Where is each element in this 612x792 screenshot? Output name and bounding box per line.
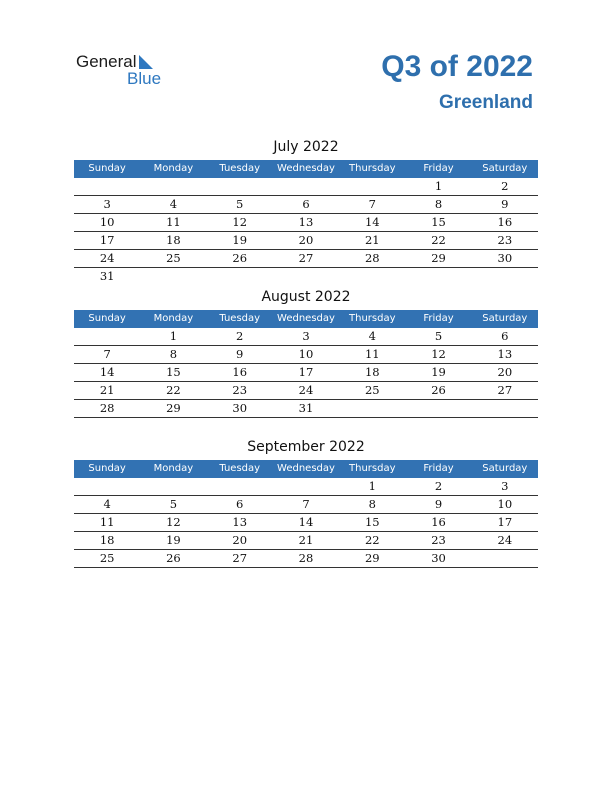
day-cell: 3 [103, 197, 111, 211]
weekday-label: Thursday [349, 313, 396, 324]
day-cell: 7 [103, 347, 111, 361]
weekday-label: Tuesday [219, 163, 261, 174]
day-cell [273, 478, 339, 495]
weekday-label: Thursday [349, 163, 396, 174]
day-cell [74, 478, 140, 495]
day-cell [74, 328, 140, 345]
week-row [74, 478, 538, 496]
day-cell: 24 [99, 251, 115, 265]
weekday-label: Monday [153, 313, 194, 324]
weekday-header-row [74, 460, 538, 478]
day-cell: 11 [166, 215, 181, 229]
day-cell: 25 [99, 551, 115, 565]
week-row [74, 178, 538, 196]
day-cell [140, 268, 206, 285]
day-cell [74, 178, 140, 195]
week-row [74, 382, 538, 400]
day-cell: 6 [501, 329, 509, 343]
weekday-label: Friday [423, 313, 454, 324]
day-cell: 30 [497, 251, 513, 265]
day-cell: 1 [368, 479, 376, 493]
day-cell: 23 [497, 233, 513, 247]
day-cell: 2 [434, 479, 443, 493]
day-cell: 13 [497, 347, 513, 361]
day-cell: 15 [166, 365, 181, 379]
week-row [74, 328, 538, 346]
week-row [74, 514, 538, 532]
day-cell: 9 [434, 497, 443, 511]
week-row [74, 400, 538, 418]
week-row [74, 364, 538, 382]
day-cell: 12 [431, 347, 446, 361]
day-cell: 29 [431, 251, 446, 265]
day-cell: 4 [103, 497, 111, 511]
day-cell: 18 [364, 365, 380, 379]
weekday-label: Wednesday [277, 163, 335, 174]
day-cell: 10 [298, 347, 314, 361]
day-cell: 3 [302, 329, 310, 343]
weekday-label: Sunday [88, 313, 126, 324]
day-cell [472, 268, 538, 285]
day-cell: 12 [166, 515, 181, 529]
day-cell: 6 [302, 197, 310, 211]
month-title: July 2022 [273, 139, 339, 155]
day-cell: 10 [99, 215, 115, 229]
day-cell: 22 [166, 383, 181, 397]
weekday-header-row [74, 160, 538, 178]
calendar-august [74, 288, 538, 418]
day-cell: 28 [364, 251, 380, 265]
week-rows [74, 478, 538, 568]
day-cell [140, 478, 206, 495]
day-cell: 21 [364, 233, 380, 247]
week-row [74, 346, 538, 364]
day-cell: 11 [364, 347, 380, 361]
day-cell: 16 [431, 515, 446, 529]
day-cell [273, 178, 339, 195]
day-cell [207, 478, 273, 495]
day-cell: 27 [298, 251, 314, 265]
day-cell: 31 [298, 401, 314, 415]
day-cell: 7 [302, 497, 310, 511]
day-cell [273, 268, 339, 285]
week-row [74, 496, 538, 514]
weekday-label: Friday [423, 463, 454, 474]
weekday-label: Saturday [482, 463, 528, 474]
day-cell: 21 [99, 383, 115, 397]
day-cell: 14 [99, 365, 115, 379]
country-name: Greenland [439, 92, 533, 113]
day-cell: 20 [497, 365, 513, 379]
day-cell: 21 [298, 533, 314, 547]
weekday-label: Wednesday [277, 463, 335, 474]
day-cell: 20 [232, 533, 248, 547]
day-cell: 16 [497, 215, 513, 229]
weekday-label: Saturday [482, 313, 528, 324]
day-cell: 27 [232, 551, 248, 565]
day-cell: 18 [166, 233, 181, 247]
day-cell: 2 [236, 329, 244, 343]
day-cell: 29 [166, 401, 181, 415]
day-cell: 27 [497, 383, 513, 397]
calendar-september [74, 438, 538, 568]
week-row [74, 532, 538, 550]
weekday-header-row [74, 310, 538, 328]
day-cell: 17 [497, 515, 513, 529]
weekday-label: Saturday [482, 163, 528, 174]
week-row [74, 550, 538, 568]
day-cell: 24 [298, 383, 314, 397]
day-cell [472, 550, 538, 567]
day-cell: 9 [236, 347, 244, 361]
day-cell [140, 178, 206, 195]
week-rows [74, 178, 538, 285]
day-cell: 2 [501, 179, 509, 193]
day-cell [339, 268, 405, 285]
day-cell: 5 [169, 497, 178, 511]
day-cell: 8 [434, 197, 443, 211]
weekday-label: Monday [153, 463, 194, 474]
weekday-label: Sunday [88, 163, 126, 174]
day-cell: 28 [99, 401, 115, 415]
page-title: Q3 of 2022 [381, 50, 533, 83]
day-cell: 30 [431, 551, 446, 565]
logo-triangle-icon [139, 55, 153, 69]
day-cell: 11 [99, 515, 115, 529]
day-cell: 7 [368, 197, 376, 211]
day-cell: 13 [232, 515, 248, 529]
day-cell: 25 [166, 251, 181, 265]
day-cell: 16 [232, 365, 248, 379]
day-cell: 19 [431, 365, 446, 379]
logo-general-text: General [76, 52, 137, 71]
day-cell: 6 [236, 497, 244, 511]
day-cell [339, 178, 405, 195]
logo-blue-text: Blue [127, 69, 162, 88]
weekday-label: Monday [153, 163, 194, 174]
day-cell: 4 [368, 329, 376, 343]
day-cell: 30 [232, 401, 248, 415]
day-cell [207, 268, 273, 285]
day-cell: 5 [434, 329, 443, 343]
weekday-label: Tuesday [219, 313, 261, 324]
day-cell: 8 [169, 347, 178, 361]
day-cell: 14 [298, 515, 314, 529]
day-cell: 10 [497, 497, 513, 511]
day-cell: 23 [232, 383, 248, 397]
day-cell: 24 [497, 533, 513, 547]
calendar-july [74, 138, 538, 285]
day-cell: 14 [364, 215, 380, 229]
day-cell: 20 [298, 233, 314, 247]
day-cell [405, 268, 471, 285]
day-cell: 17 [298, 365, 314, 379]
weekday-label: Wednesday [277, 313, 335, 324]
day-cell: 28 [298, 551, 314, 565]
week-row [74, 250, 538, 268]
day-cell: 1 [434, 179, 443, 193]
day-cell: 9 [501, 197, 509, 211]
day-cell: 29 [364, 551, 380, 565]
week-rows [74, 328, 538, 418]
day-cell: 19 [166, 533, 181, 547]
month-title: September 2022 [247, 439, 365, 455]
day-cell: 4 [169, 197, 178, 211]
day-cell [472, 400, 538, 417]
logo [76, 52, 161, 87]
day-cell: 19 [232, 233, 248, 247]
day-cell: 25 [364, 383, 380, 397]
week-row [74, 232, 538, 250]
weekday-label: Tuesday [219, 463, 261, 474]
day-cell: 23 [431, 533, 446, 547]
day-cell: 15 [431, 215, 446, 229]
day-cell: 1 [169, 329, 178, 343]
day-cell: 8 [368, 497, 376, 511]
day-cell: 26 [431, 383, 446, 397]
day-cell [405, 400, 471, 417]
month-title: August 2022 [261, 289, 351, 305]
day-cell: 12 [232, 215, 248, 229]
weekday-label: Sunday [88, 463, 126, 474]
week-row [74, 268, 538, 285]
day-cell: 26 [166, 551, 181, 565]
day-cell: 17 [99, 233, 115, 247]
day-cell: 15 [364, 515, 380, 529]
day-cell: 22 [364, 533, 380, 547]
week-row [74, 196, 538, 214]
day-cell: 22 [431, 233, 446, 247]
day-cell: 31 [99, 269, 115, 283]
day-cell [207, 178, 273, 195]
day-cell: 13 [298, 215, 314, 229]
day-cell: 3 [501, 479, 509, 493]
day-cell: 18 [99, 533, 115, 547]
weekday-label: Thursday [349, 463, 396, 474]
weekday-label: Friday [423, 163, 454, 174]
week-row [74, 214, 538, 232]
day-cell [339, 400, 405, 417]
day-cell: 26 [232, 251, 248, 265]
day-cell: 5 [236, 197, 244, 211]
